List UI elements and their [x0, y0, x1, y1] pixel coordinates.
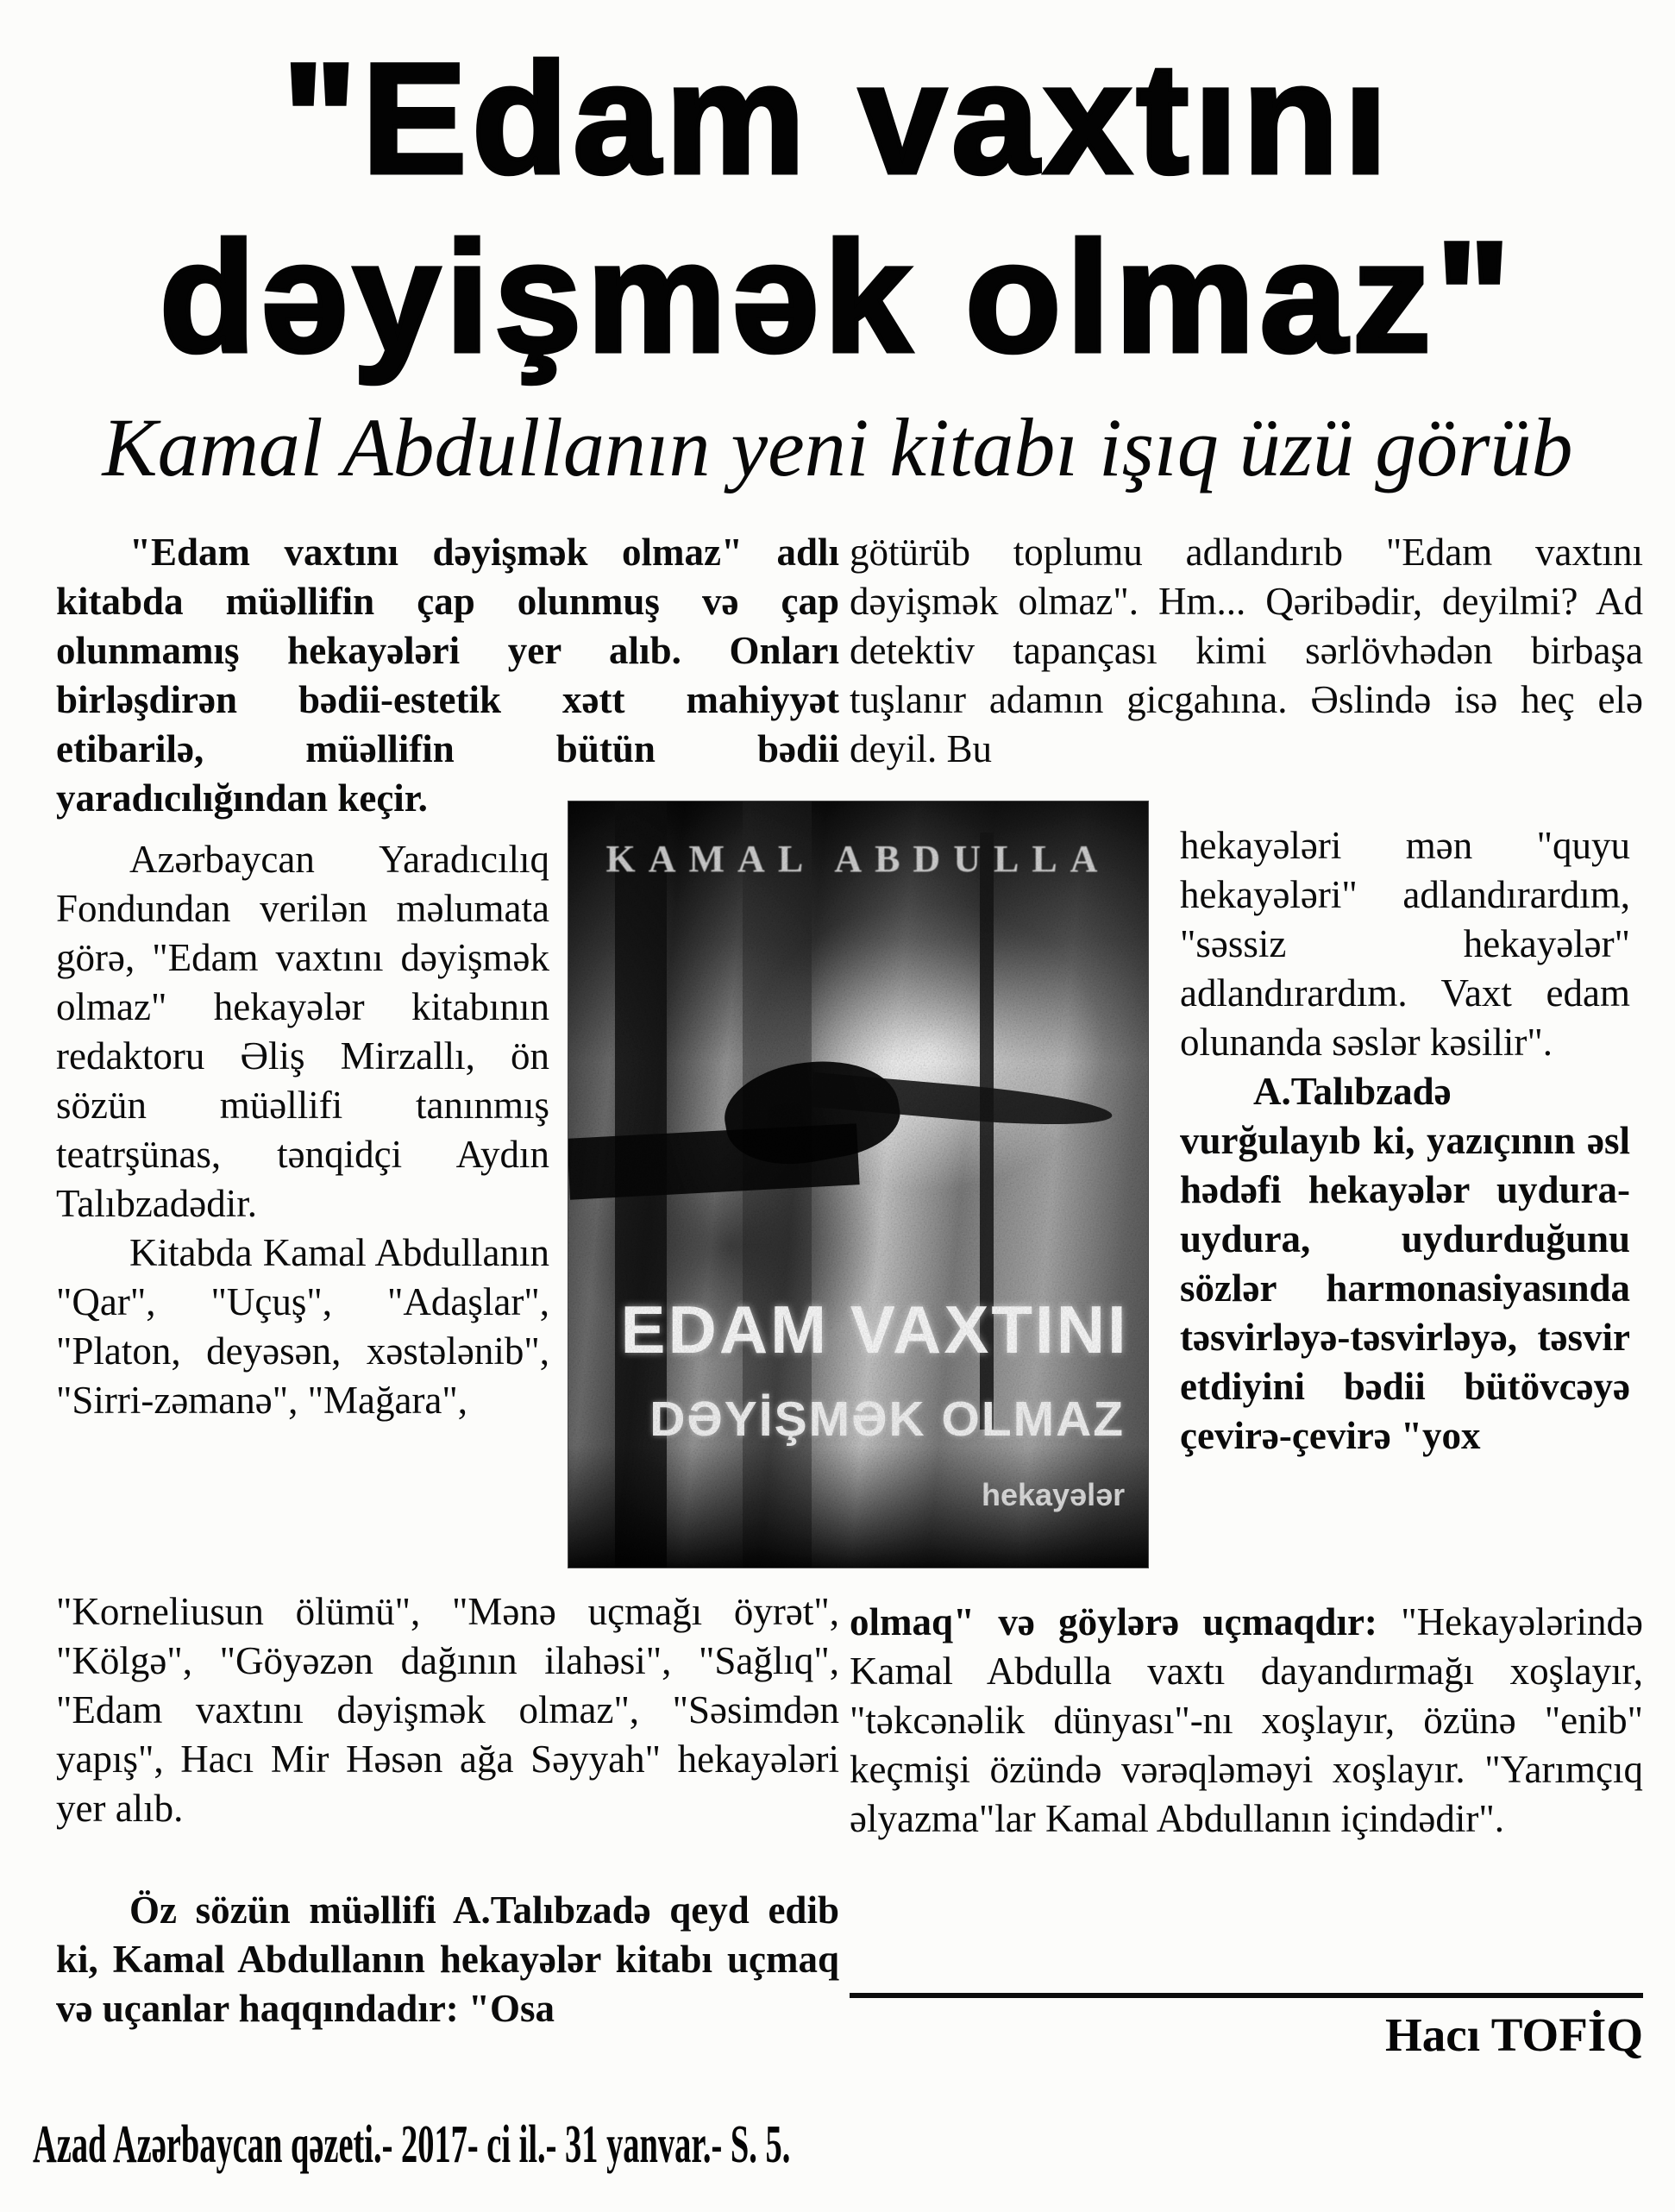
paragraph-quyu-quote: hekayələri mən "quyu hekayələri" adlandırardım, "səssiz hekayələr" adlandırardım. Vaxt edam olunanda səslər kəsilir". — [1180, 824, 1630, 1064]
paragraph-talibzade: A.Talıbzadə vurğulayıb ki, yazıçının əsl hədəfi hekayələr uydura-uydura, uydurduğunu sözlər harmonasiyasında təsvirləyə-təsvirləyə, təsvir etdiyini bədii bütövcəyə çevirə-çevirə "yox — [1180, 1070, 1630, 1457]
right-narrow-column — [1180, 821, 1630, 1461]
left-narrow-column — [56, 835, 549, 1425]
headline-line-2: dəyişmək olmaz" — [159, 209, 1516, 386]
article-headline — [0, 29, 1675, 387]
paragraph-naming: götürüb toplumu adlandırıb "Edam vaxtını dəyişmək olmaz". Hm... Qəribədir, deyilmi? Ad detektiv tapançası kimi sərlövhədən birbaşa tuşlanır adamın gicgahına. Əslində isə heç elə deyil. Bu — [850, 531, 1643, 770]
book-cover-photo — [568, 801, 1149, 1568]
lead-paragraph: "Edam vaxtını dəyişmək olmaz" adlı kitabda müəllifin çap olunmuş və çap olunmamış hekayələri yer alıb. Onları birləşdirən bədii-estetik xətt mahiyyət etibarilə, müəllifin bütün bədii yaradıcılığından keçir. — [56, 531, 839, 820]
byline-author: Hacı TOFİQ — [1385, 2008, 1643, 2061]
cover-grain-texture — [568, 801, 1148, 1568]
conclusion-quote-text: "Hekayələrində Kamal Abdulla vaxtı dayandırmağı xoşlayır, "təkcənəlik dünyası"-nı xoşlayır, özünə "enib" keçmişi özündə vərəqləməyi xoşlayır. "Yarımçıq əlyazma"lar Kamal Abdullanın içindədir". — [850, 1600, 1643, 1840]
byline-divider — [850, 1993, 1643, 1998]
paragraph-fund: Azərbaycan Yaradıcılıq Fondundan verilən məlumata görə, "Edam vaxtını dəyişmək olmaz" hekayələr kitabının redaktoru Əliş Mirzallı, ön sözün müəllifi tanınmış teatrşünas, tənqidçi Aydın Talıbzadədir. — [56, 838, 549, 1225]
article-subtitle: Kamal Abdullanın yeni kitabı işıq üzü görüb — [102, 401, 1573, 493]
headline-line-1: "Edam vaxtını — [282, 30, 1393, 206]
paragraph-stories-continuation: "Korneliusun ölümü", "Mənə uçmağı öyrət", "Kölgə", "Göyəzən dağının ilahəsi", "Sağlıq", "Edam vaxtını dəyişmək olmaz", "Səsimdən yapış", Hacı Mir Həsən ağa Səyyah" hekayələri yer alıb. — [56, 1590, 839, 1830]
source-citation: Azad Azərbaycan qəzeti.- 2017- ci il.- 31 yanvar.- S. 5. — [33, 2115, 791, 2174]
paragraph-preface: Öz sözün müəllifi A.Talıbzadə qeyd edib ki, Kamal Abdullanın hekayələr kitabı uçmaq və uçanlar haqqındadır: "Osa — [56, 1888, 839, 2030]
paragraph-conclusion — [850, 1598, 1643, 1844]
conclusion-bold-lead: olmaq" və göylərə uçmaqdır: — [850, 1600, 1377, 1643]
paragraph-stories-start: Kitabda Kamal Abdullanın "Qar", "Uçuş", "Adaşlar", "Platon, deyəsən, xəstələnib", "Sirri-zəmanə", "Mağara", — [56, 1231, 549, 1422]
